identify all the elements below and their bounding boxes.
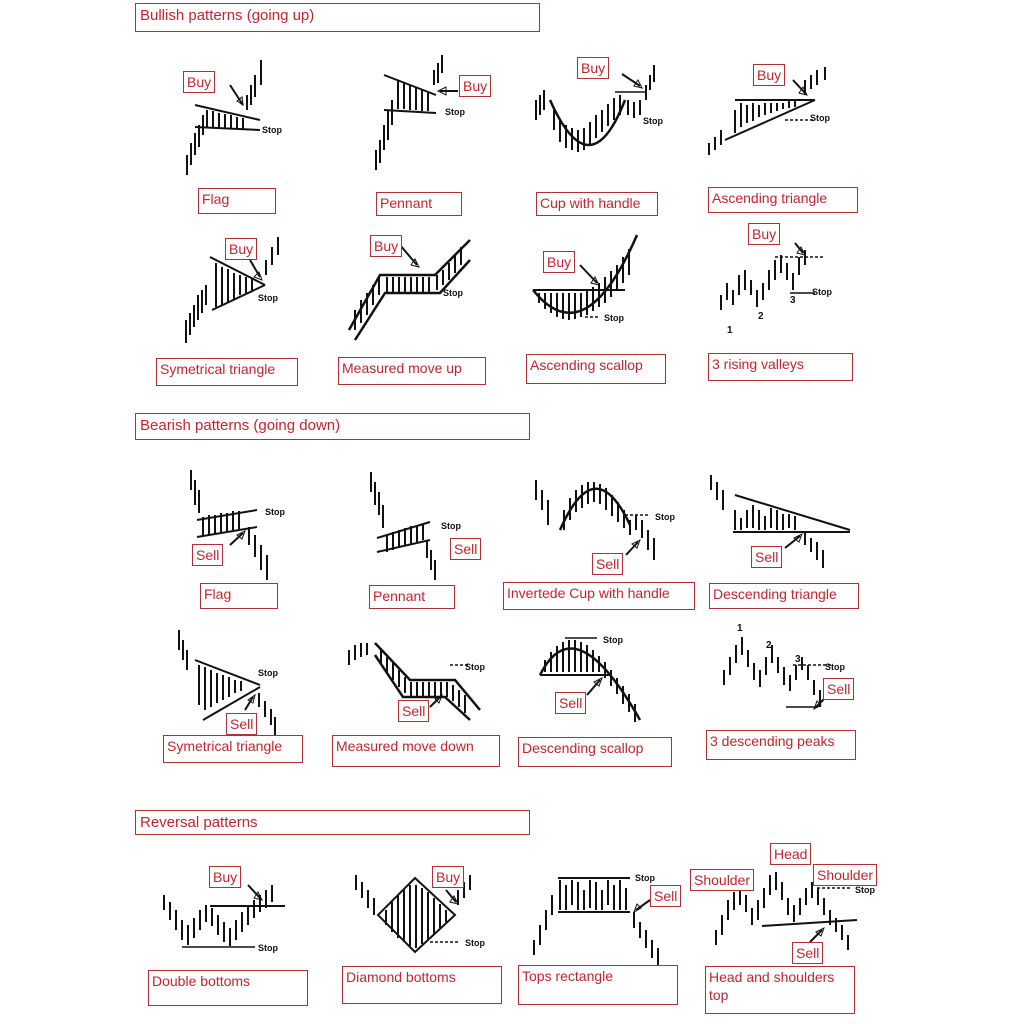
- stop-label: Stop: [635, 873, 655, 883]
- buy-tag: Buy: [225, 238, 257, 260]
- sell-tag: Sell: [192, 544, 223, 566]
- stop-label: Stop: [258, 668, 278, 678]
- stop-label: Stop: [655, 512, 675, 522]
- stop-label: Stop: [825, 662, 845, 672]
- stop-label: Stop: [465, 662, 485, 672]
- label-asc-scallop: Ascending scallop: [526, 354, 666, 384]
- label-desc-scallop: Descending scallop: [518, 737, 672, 767]
- sell-tag: Sell: [650, 885, 681, 907]
- buy-tag: Buy: [459, 75, 491, 97]
- stop-label: Stop: [443, 288, 463, 298]
- label-desc-peaks: 3 descending peaks: [706, 730, 856, 760]
- label-desc-triangle: Descending triangle: [709, 583, 859, 609]
- stop-label: Stop: [603, 635, 623, 645]
- stop-label: Stop: [265, 507, 285, 517]
- stop-label: Stop: [465, 938, 485, 948]
- pennant-up-figure: [370, 55, 480, 180]
- section-title-bullish: Bullish patterns (going up): [135, 3, 540, 32]
- desc-peaks-figure: [718, 635, 838, 725]
- stop-label: Stop: [258, 943, 278, 953]
- stop-label: Stop: [258, 293, 278, 303]
- label-flag-up: Flag: [198, 188, 276, 214]
- label-sym-triangle-up: Symetrical triangle: [156, 358, 298, 386]
- sell-tag: Sell: [751, 546, 782, 568]
- sell-tag: Sell: [450, 538, 481, 560]
- asc-scallop-figure: [525, 235, 645, 330]
- label-tops-rectangle: Tops rectangle: [518, 965, 678, 1005]
- sell-tag: Sell: [226, 713, 257, 735]
- stop-label: Stop: [604, 313, 624, 323]
- label-asc-triangle: Ascending triangle: [708, 187, 858, 213]
- section-title-reversal: Reversal patterns: [135, 810, 530, 835]
- tops-rectangle-figure: [530, 870, 665, 965]
- label-sym-triangle-down: Symetrical triangle: [163, 735, 303, 763]
- valley-number-1: 1: [727, 325, 733, 336]
- label-measured-up: Measured move up: [338, 357, 486, 385]
- stop-label: Stop: [441, 521, 461, 531]
- label-pennant-up: Pennant: [376, 192, 462, 216]
- stop-label: Stop: [810, 113, 830, 123]
- label-rising-valleys: 3 rising valleys: [708, 353, 853, 381]
- head-tag: Head: [770, 843, 811, 865]
- desc-scallop-figure: [535, 630, 655, 730]
- sell-tag: Sell: [823, 678, 854, 700]
- stop-label: Stop: [445, 107, 465, 117]
- buy-tag: Buy: [577, 57, 609, 79]
- section-title-bearish: Bearish patterns (going down): [135, 413, 530, 440]
- peak-number-1: 1: [737, 623, 743, 634]
- buy-tag: Buy: [432, 866, 464, 888]
- sell-tag: Sell: [592, 553, 623, 575]
- label-head-shoulders: Head and shoulders top: [705, 966, 855, 1014]
- label-flag-down: Flag: [200, 583, 278, 609]
- stop-label: Stop: [262, 125, 282, 135]
- buy-tag: Buy: [183, 71, 215, 93]
- stop-label: Stop: [855, 885, 875, 895]
- stop-label: Stop: [812, 287, 832, 297]
- stop-label: Stop: [643, 116, 663, 126]
- buy-tag: Buy: [753, 64, 785, 86]
- label-measured-down: Measured move down: [332, 735, 500, 767]
- label-double-bottoms: Double bottoms: [148, 970, 308, 1006]
- label-cup-handle: Cup with handle: [536, 192, 658, 216]
- flag-down-figure: [185, 465, 275, 585]
- valley-number-3: 3: [790, 295, 796, 306]
- shoulder-tag-right: Shoulder: [813, 864, 877, 886]
- sell-tag: Sell: [398, 700, 429, 722]
- buy-tag: Buy: [370, 235, 402, 257]
- sell-tag: Sell: [555, 692, 586, 714]
- label-inv-cup: Invertede Cup with handle: [503, 582, 695, 610]
- valley-number-2: 2: [758, 311, 764, 322]
- shoulder-tag-left: Shoulder: [690, 869, 754, 891]
- buy-tag: Buy: [209, 866, 241, 888]
- sell-tag: Sell: [792, 942, 823, 964]
- buy-tag: Buy: [543, 251, 575, 273]
- label-diamond-bottoms: Diamond bottoms: [342, 966, 502, 1004]
- peak-number-2: 2: [766, 640, 772, 651]
- label-pennant-down: Pennant: [369, 585, 455, 609]
- peak-number-3: 3: [795, 654, 801, 665]
- buy-tag: Buy: [748, 223, 780, 245]
